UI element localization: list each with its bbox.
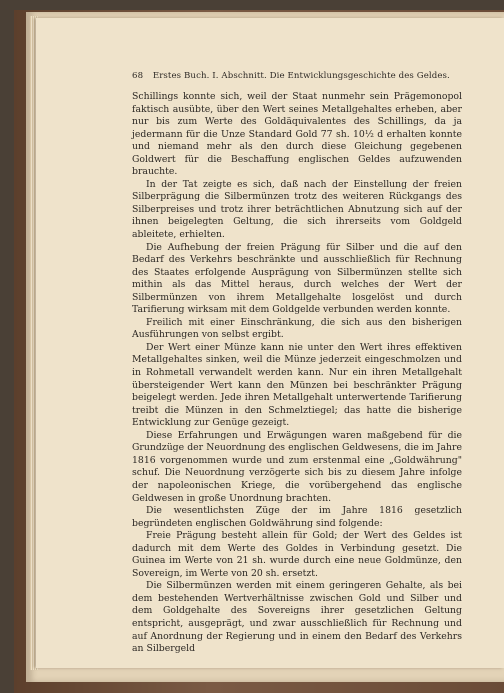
paragraph-3: Die Aufhebung der freien Prägung für Silber und die auf den Bedarf des Verkehrs beschränkte und ausschließlich für Rechnung des Staates erfolgende Ausprägung von Silbermünzen stellte sich mithin als das Mittel heraus, durch welches der Wert der Silbermünzen von ihrem Metallgehalte losgelöst und durch Tarifierung wirksam mit dem Goldgelde verbunden werden konnte. xyxy=(132,241,462,316)
paragraph-7: Die wesentlichsten Züge der im Jahre 1816 gesetzlich begründeten englischen Goldwährung sind folgende: xyxy=(132,505,462,529)
paragraph-2: In der Tat zeigte es sich, daß nach der Einstellung der freien Silberprägung die Silbermünzen trotz des weiteren Rückgangs des Silberpreises und trotz ihrer beträchtlichen Abnutzung sich auf der ihnen beigelegten Geltung, die sich ihrerseits vom Goldgeld ableitete, erhielten. xyxy=(132,178,462,241)
paragraph-1: Schillings konnte sich, weil der Staat nunmehr sein Prägemonopol faktisch ausübte, über den Wert seines Metallgehaltes erheben, aber nur bis zum Werte des Goldäquivalentes des Schillings, da ja jedermann für die Unze Standard Gold 77 sh. 10½ d erhalten konnte und niemand mehr als den durch diese Gleichung gegebenen Goldwert für die Beschaffung englischen Geldes aufzuwenden brauchte. xyxy=(132,91,462,178)
paragraph-5: Der Wert einer Münze kann nie unter den Wert ihres effektiven Metallgehaltes sinken, weil die Münze jederzeit eingeschmolzen und in Rohmetall verwandelt werden kann. Nur ein ihren Metallgehalt übersteigender Wert kann den Münzen bei beschränkter Prägung beigelegt werden. Jede ihren Metallgehalt unterwertende Tarifierung treibt die Münzen in den Schmelztiegel; das hatte die bisherige Entwicklung zur Genüge gezeigt. xyxy=(132,341,462,429)
running-title: Erstes Buch. I. Abschnitt. Die Entwicklungsgeschichte des Geldes. xyxy=(152,71,450,81)
paragraph-4: Freilich mit einer Einschränkung, die sich aus den bisherigen Ausführungen von selbst ergibt. xyxy=(132,316,462,341)
running-head xyxy=(132,71,462,81)
page-number: 68 xyxy=(132,71,144,81)
body-text xyxy=(132,91,462,656)
paragraph-6: Diese Erfahrungen und Erwägungen waren maßgebend für die Grundzüge der Neuordnung des englischen Geldwesens, die im Jahre 1816 vorgenommen wurde und zum erstenmal eine „Goldwährung" schuf. Die Neuordnung verzögerte sich bis zu diesem Jahre infolge der napoleonischen Kriege, die vorübergehend das englische Geldwesen in große Unordnung brachten. xyxy=(132,429,462,504)
paragraph-8: Freie Prägung besteht allein für Gold; der Wert des Geldes ist dadurch mit dem Werte des Goldes in Verbindung gesetzt. Die Guinea im Werte von 21 sh. wurde durch eine neue Goldmünze, den Sovereign, im Werte von 20 sh. ersetzt. xyxy=(132,530,462,579)
paragraph-9: Die Silbermünzen werden mit einem geringeren Gehalte, als bei dem bestehenden Wertverhältnisse zwischen Gold und Silber und dem Goldgehalte des Sovereigns ihrer gesetzlichen Geltung entspricht, ausgeprägt, und zwar ausschließlich für Rechnung und auf Anordnung der Regierung und in einem den Bedarf des Verkehrs an Silbergeld xyxy=(132,580,462,655)
